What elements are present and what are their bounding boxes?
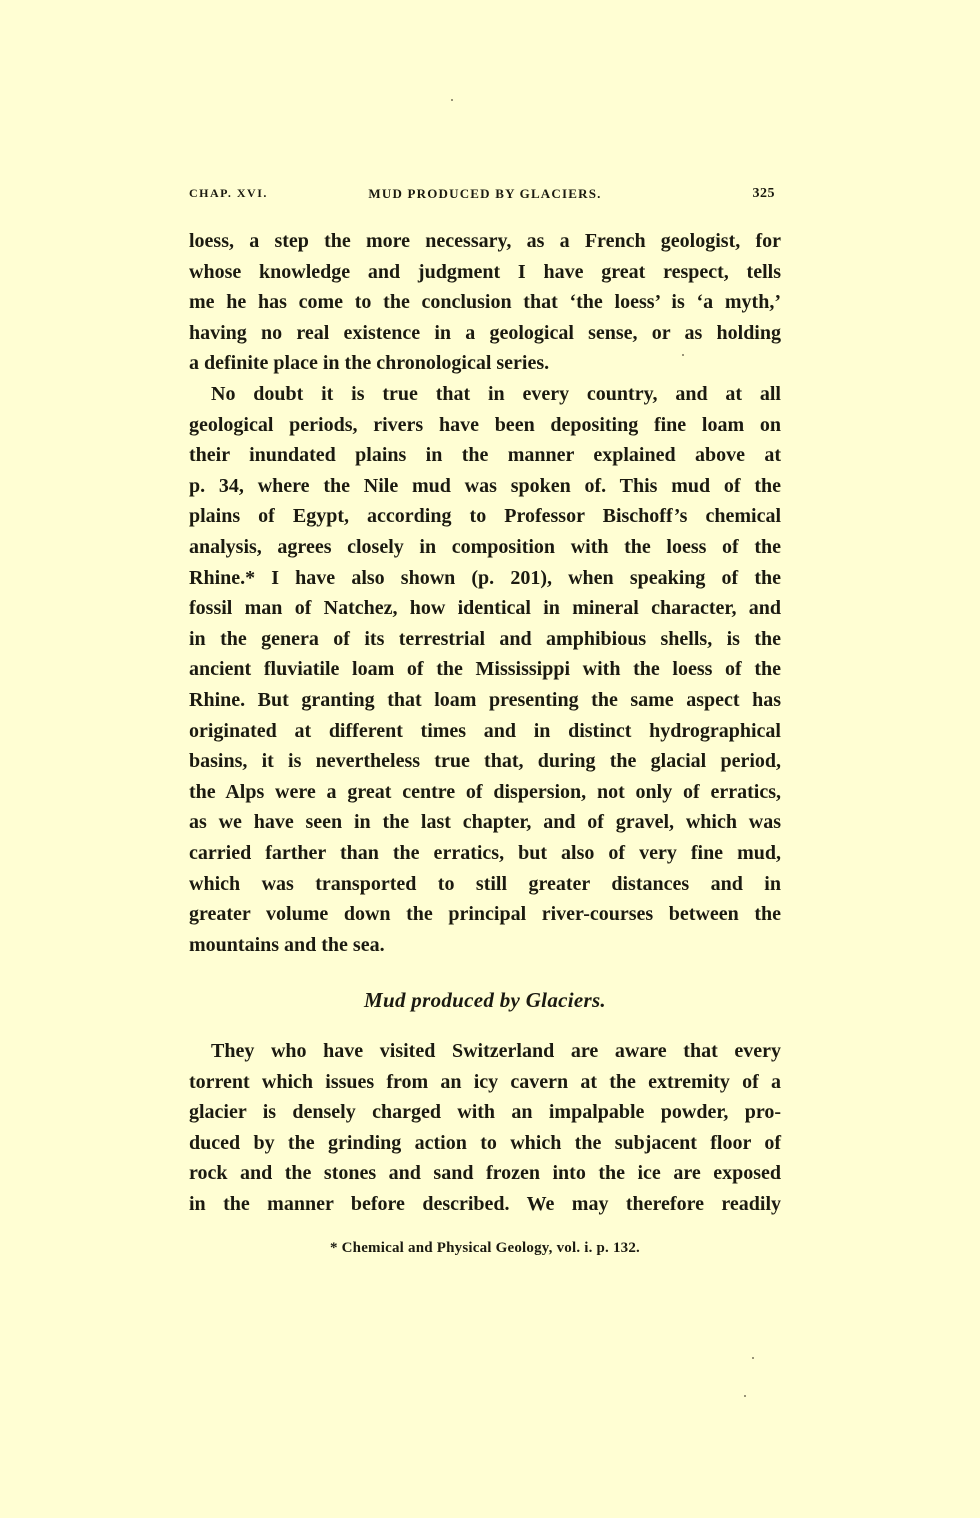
text-line: torrent which issues from an icy cavern at the extremity of a [189, 1070, 781, 1093]
text-line: as we have seen in the last chapter, and of gravel, which was [189, 811, 781, 834]
text-line: the Alps were a great centre of dispersion, not only of erratics, [189, 780, 781, 803]
text-line: ancient fluviatile loam of the Mississippi with the loess of the [189, 658, 781, 681]
text-line: which was transported to still greater distances and in [189, 872, 781, 895]
running-head [189, 182, 781, 206]
text-line: duced by the grinding action to which the subjacent floor of [189, 1131, 781, 1154]
paragraph-3 [189, 1036, 781, 1220]
text-line: in the manner before described. We may therefore readily [189, 1192, 781, 1215]
paragraph-2 [189, 379, 781, 960]
text-line: greater volume down the principal river-courses between the [189, 903, 781, 926]
chapter-label: CHAP. XVI. [189, 186, 268, 200]
text-line: plains of Egypt, according to Professor Bischoff’s chemical [189, 505, 781, 528]
page-number: 325 [752, 186, 775, 201]
paper-speck [451, 99, 453, 101]
paragraph-1 [189, 226, 781, 379]
running-title: MUD PRODUCED BY GLACIERS. [368, 186, 602, 201]
text-line: They who have visited Switzerland are aware that every [211, 1040, 781, 1062]
text-line: geological periods, rivers have been depositing fine loam on [189, 413, 781, 436]
section-heading: Mud produced by Glaciers. [364, 988, 606, 1012]
text-line: loess, a step the more necessary, as a French geologist, for [189, 230, 781, 252]
text-line: glacier is densely charged with an impalpable powder, pro- [189, 1101, 781, 1124]
text-line: p. 34, where the Nile mud was spoken of. This mud of the [189, 474, 781, 497]
text-line: a definite place in the chronological series. [189, 352, 550, 375]
text-line: in the genera of its terrestrial and amphibious shells, is the [189, 627, 781, 650]
text-line: having no real existence in a geological sense, or as holding [189, 321, 781, 344]
text-line: carried farther than the erratics, but also of very fine mud, [189, 841, 781, 864]
text-line: originated at different times and in distinct hydrographical [189, 719, 781, 742]
text-line: fossil man of Natchez, how identical in mineral character, and [189, 597, 781, 620]
text-line: No doubt it is true that in every country, and at all [211, 383, 781, 405]
text-line: whose knowledge and judgment I have great respect, tells [189, 260, 781, 283]
text-line: me he has come to the conclusion that ‘the loess’ is ‘a myth,’ [189, 291, 781, 314]
text-line: Rhine.* I have also shown (p. 201), when speaking of the [189, 566, 781, 589]
text-line: mountains and the sea. [189, 933, 385, 956]
text-line: analysis, agrees closely in composition with the loess of the [189, 535, 781, 558]
paper-speck [744, 1395, 746, 1397]
footnote: * Chemical and Physical Geology, vol. i. p. 132. [329, 1240, 641, 1256]
text-line: basins, it is nevertheless true that, during the glacial period, [189, 750, 781, 773]
text-line: Rhine. But granting that loam presenting the same aspect has [189, 688, 781, 711]
text-line: rock and the stones and sand frozen into the ice are exposed [189, 1162, 781, 1185]
paper-speck [752, 1357, 754, 1359]
text-line: their inundated plains in the manner explained above at [189, 444, 781, 467]
